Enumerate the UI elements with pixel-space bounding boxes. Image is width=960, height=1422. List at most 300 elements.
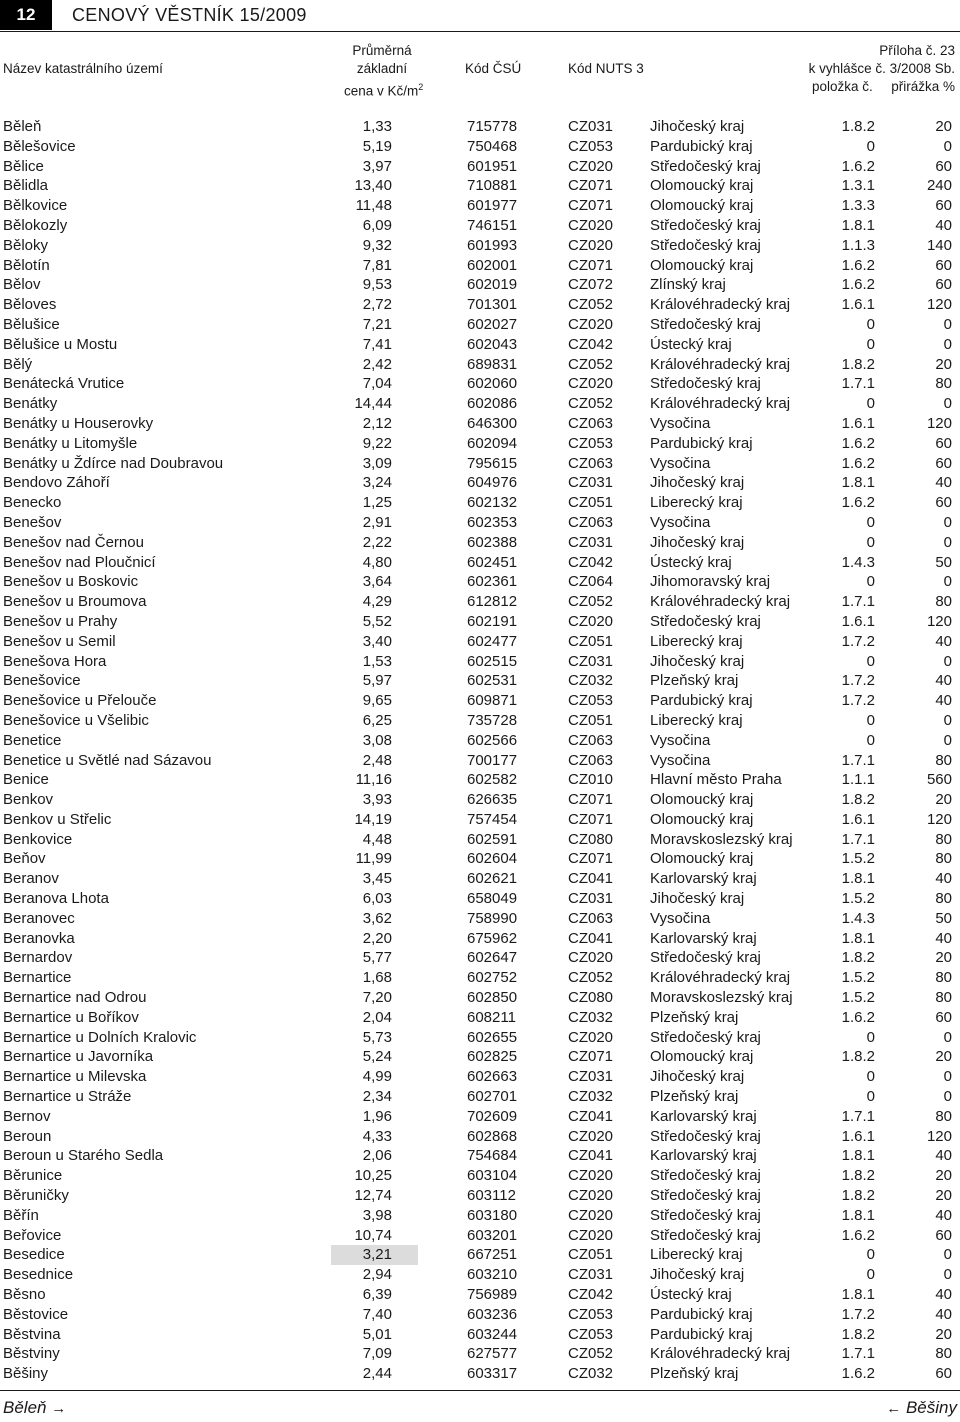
cell-csu-code: 675962 xyxy=(467,929,518,947)
cell-csu-code: 603317 xyxy=(467,1365,518,1383)
cell-name: Bernov xyxy=(3,1107,51,1125)
cell-surcharge: 80 xyxy=(935,989,952,1007)
cell-price: 11,99 xyxy=(355,850,392,868)
cell-region: Olomoucký kraj xyxy=(650,1048,754,1066)
header-nuts: Kód NUTS 3 xyxy=(568,61,644,76)
cell-item-number: 1.8.1 xyxy=(841,1286,875,1304)
cell-surcharge: 40 xyxy=(935,1147,952,1165)
cell-csu-code: 602531 xyxy=(467,672,518,690)
cell-nuts-code: CZ051 xyxy=(568,494,614,512)
cell-name: Benecko xyxy=(3,494,62,512)
cell-price: 1,33 xyxy=(362,118,392,135)
table-row xyxy=(0,1186,960,1206)
cell-item-number: 1.8.2 xyxy=(841,355,875,373)
cell-nuts-code: CZ051 xyxy=(568,1246,614,1264)
cell-name: Benetice xyxy=(3,731,62,749)
cell-name: Běstovice xyxy=(3,1305,69,1323)
cell-region: Jihočeský kraj xyxy=(650,533,745,551)
cell-nuts-code: CZ051 xyxy=(568,711,614,729)
cell-name: Bělešovice xyxy=(3,137,76,155)
table-row xyxy=(0,117,960,137)
table-row xyxy=(0,869,960,889)
cell-region: Karlovarský kraj xyxy=(650,870,757,888)
cell-surcharge: 240 xyxy=(926,177,952,195)
cell-name: Benátky xyxy=(3,395,58,413)
cell-surcharge: 20 xyxy=(935,1187,952,1205)
table-row xyxy=(0,632,960,652)
cell-name: Benátecká Vrutice xyxy=(3,375,125,393)
cell-price: 6,39 xyxy=(362,1286,392,1304)
cell-surcharge: 0 xyxy=(943,1266,952,1284)
cell-item-number: 1.6.2 xyxy=(841,256,875,274)
cell-region: Královéhradecký kraj xyxy=(650,355,791,373)
cell-item-number: 1.6.2 xyxy=(841,494,875,512)
table-row xyxy=(0,513,960,533)
cell-price: 11,16 xyxy=(355,771,392,789)
cell-region: Karlovarský kraj xyxy=(650,929,757,947)
cell-csu-code: 658049 xyxy=(467,890,518,908)
table-row xyxy=(0,1206,960,1226)
cell-region: Pardubický kraj xyxy=(650,137,753,155)
cell-item-number: 0 xyxy=(866,1068,875,1086)
cell-nuts-code: CZ020 xyxy=(568,1187,614,1205)
cell-item-number: 1.8.1 xyxy=(841,474,875,492)
table-row xyxy=(0,889,960,909)
cell-csu-code: 602388 xyxy=(467,533,518,551)
table-header xyxy=(0,42,960,102)
table-row xyxy=(0,612,960,632)
cell-region: Pardubický kraj xyxy=(650,692,753,710)
cell-region: Středočeský kraj xyxy=(650,1206,761,1224)
cell-price: 4,48 xyxy=(362,830,392,848)
cell-item-number: 1.8.1 xyxy=(841,1147,875,1165)
cell-surcharge: 60 xyxy=(935,276,952,294)
cell-surcharge: 80 xyxy=(935,830,952,848)
cell-surcharge: 20 xyxy=(935,1167,952,1185)
table-row xyxy=(0,830,960,850)
page-number: 12 xyxy=(0,0,52,30)
cell-item-number: 1.6.2 xyxy=(841,1226,875,1244)
cell-price: 2,06 xyxy=(362,1147,392,1165)
cell-name: Benešovice u Přelouče xyxy=(3,692,157,710)
cell-nuts-code: CZ063 xyxy=(568,751,614,769)
cell-surcharge: 0 xyxy=(943,1246,952,1264)
cell-name: Bernartice u Dolních Kralovic xyxy=(3,1028,197,1046)
cell-name: Beňov xyxy=(3,850,46,868)
cell-csu-code: 702609 xyxy=(467,1107,518,1125)
table-row xyxy=(0,849,960,869)
cell-region: Liberecký kraj xyxy=(650,632,743,650)
cell-region: Liberecký kraj xyxy=(650,711,743,729)
cell-name: Bernardov xyxy=(3,949,73,967)
cell-name: Benice xyxy=(3,771,49,789)
cell-surcharge: 0 xyxy=(943,1088,952,1106)
cell-csu-code: 602647 xyxy=(467,949,518,967)
cell-name: Benetice u Světlé nad Sázavou xyxy=(3,751,212,769)
table-row xyxy=(0,1087,960,1107)
arrow-left-icon: ← xyxy=(886,1400,902,1417)
cell-item-number: 1.6.2 xyxy=(841,454,875,472)
cell-csu-code: 627577 xyxy=(467,1345,518,1363)
cell-csu-code: 601977 xyxy=(467,197,518,215)
cell-price: 10,74 xyxy=(354,1226,392,1244)
cell-csu-code: 612812 xyxy=(467,593,518,611)
table-row xyxy=(0,572,960,592)
cell-name: Bělice xyxy=(3,157,44,175)
cell-surcharge: 40 xyxy=(935,1286,952,1304)
table-row xyxy=(0,909,960,929)
cell-name: Beroun xyxy=(3,1127,52,1145)
cell-region: Královéhradecký kraj xyxy=(650,1345,791,1363)
cell-item-number: 0 xyxy=(866,335,875,353)
cell-region: Plzeňský kraj xyxy=(650,1088,739,1106)
cell-nuts-code: CZ041 xyxy=(568,870,614,888)
cell-name: Běstvina xyxy=(3,1325,61,1343)
cell-item-number: 1.7.2 xyxy=(841,632,875,650)
cell-surcharge: 20 xyxy=(935,791,952,809)
cell-surcharge: 20 xyxy=(935,1325,952,1343)
table-row xyxy=(0,374,960,394)
table-row xyxy=(0,493,960,513)
cell-csu-code: 602566 xyxy=(467,731,518,749)
cell-item-number: 0 xyxy=(866,533,875,551)
cell-name: Běšiny xyxy=(3,1365,49,1383)
cell-price: 6,03 xyxy=(362,890,392,908)
cell-nuts-code: CZ052 xyxy=(568,355,614,373)
cell-region: Pardubický kraj xyxy=(650,1305,753,1323)
cell-region: Karlovarský kraj xyxy=(650,1147,757,1165)
cell-surcharge: 0 xyxy=(943,315,952,333)
cell-surcharge: 80 xyxy=(935,1345,952,1363)
cell-nuts-code: CZ063 xyxy=(568,909,614,927)
cell-csu-code: 602361 xyxy=(467,573,518,591)
cell-surcharge: 60 xyxy=(935,256,952,274)
table-row xyxy=(0,671,960,691)
cell-csu-code: 756989 xyxy=(467,1286,518,1304)
cell-csu-code: 603210 xyxy=(467,1266,518,1284)
cell-surcharge: 40 xyxy=(935,632,952,650)
cell-price: 6,09 xyxy=(362,216,392,234)
header-appendix xyxy=(809,42,955,78)
cell-name: Benátky u Ždírce nad Doubravou xyxy=(3,454,224,472)
cell-name: Bendovo Záhoří xyxy=(3,474,110,492)
cell-region: Středočeský kraj xyxy=(650,375,761,393)
cell-price: 11,48 xyxy=(355,197,392,215)
cell-csu-code: 602019 xyxy=(467,276,518,294)
cell-name: Běloky xyxy=(3,236,49,254)
table-row xyxy=(0,968,960,988)
cell-name: Bernartice xyxy=(3,969,72,987)
cell-surcharge: 20 xyxy=(935,1048,952,1066)
footer-last-label: Běšiny xyxy=(905,1398,957,1417)
table-row xyxy=(0,275,960,295)
table-row xyxy=(0,216,960,236)
cell-item-number: 0 xyxy=(866,731,875,749)
table-row xyxy=(0,196,960,216)
cell-price: 7,04 xyxy=(362,375,392,393)
cell-item-number: 1.7.2 xyxy=(841,692,875,710)
cell-price: 9,53 xyxy=(362,276,392,294)
cell-price: 1,68 xyxy=(362,969,392,987)
cell-price: 3,40 xyxy=(362,632,392,650)
cell-nuts-code: CZ071 xyxy=(568,1048,614,1066)
footer-last-entry xyxy=(886,1398,957,1418)
cell-nuts-code: CZ020 xyxy=(568,1028,614,1046)
table-row xyxy=(0,1008,960,1028)
cell-surcharge: 0 xyxy=(943,1068,952,1086)
journal-title: CENOVÝ VĚSTNÍK 15/2009 xyxy=(72,5,307,25)
cell-item-number: 1.8.2 xyxy=(841,1325,875,1343)
cell-region: Plzeňský kraj xyxy=(650,1008,739,1026)
cell-csu-code: 603236 xyxy=(467,1305,518,1323)
cell-surcharge: 60 xyxy=(935,434,952,452)
header-price-sup: 2 xyxy=(418,82,424,92)
cell-surcharge: 120 xyxy=(926,612,952,630)
cell-name: Bělkovice xyxy=(3,197,68,215)
cell-item-number: 1.6.2 xyxy=(841,1365,875,1383)
cell-csu-code: 603244 xyxy=(467,1325,518,1343)
cell-surcharge: 0 xyxy=(943,652,952,670)
cell-region: Středočeský kraj xyxy=(650,1028,761,1046)
cell-surcharge: 50 xyxy=(935,553,952,571)
cell-price: 3,45 xyxy=(362,870,392,888)
cell-csu-code: 602604 xyxy=(467,850,518,868)
cell-region: Ústecký kraj xyxy=(650,335,732,353)
cell-csu-code: 602132 xyxy=(467,494,518,512)
cell-nuts-code: CZ053 xyxy=(568,1305,614,1323)
cell-name: Běřín xyxy=(3,1206,39,1224)
cell-nuts-code: CZ010 xyxy=(568,771,614,789)
cell-item-number: 1.7.1 xyxy=(841,375,875,393)
cell-item-number: 0 xyxy=(866,315,875,333)
cell-name: Bernartice u Boříkov xyxy=(3,1008,139,1026)
cell-price: 5,19 xyxy=(362,137,392,155)
cell-region: Plzeňský kraj xyxy=(650,1365,739,1383)
cell-region: Vysočina xyxy=(650,909,711,927)
cell-item-number: 1.5.2 xyxy=(841,890,875,908)
table-row xyxy=(0,691,960,711)
cell-price: 2,48 xyxy=(362,751,392,769)
cell-name: Běloves xyxy=(3,296,57,314)
table-row xyxy=(0,948,960,968)
cell-nuts-code: CZ031 xyxy=(568,533,614,551)
cell-nuts-code: CZ020 xyxy=(568,216,614,234)
cell-region: Královéhradecký kraj xyxy=(650,296,791,314)
cell-surcharge: 120 xyxy=(926,810,952,828)
table-row xyxy=(0,335,960,355)
cell-region: Středočeský kraj xyxy=(650,1187,761,1205)
cell-item-number: 0 xyxy=(866,573,875,591)
cell-item-number: 0 xyxy=(866,513,875,531)
cell-region: Královéhradecký kraj xyxy=(650,395,791,413)
table-row xyxy=(0,315,960,335)
cell-nuts-code: CZ042 xyxy=(568,335,614,353)
cell-price: 2,12 xyxy=(362,414,392,432)
cell-surcharge: 60 xyxy=(935,197,952,215)
cell-region: Plzeňský kraj xyxy=(650,672,739,690)
table-row xyxy=(0,592,960,612)
cell-nuts-code: CZ071 xyxy=(568,850,614,868)
cell-item-number: 0 xyxy=(866,137,875,155)
cell-surcharge: 40 xyxy=(935,870,952,888)
cell-name: Běsno xyxy=(3,1286,46,1304)
cell-csu-code: 608211 xyxy=(467,1008,516,1026)
table-row xyxy=(0,256,960,276)
cell-region: Olomoucký kraj xyxy=(650,810,754,828)
cell-price: 14,19 xyxy=(354,810,392,828)
table-row xyxy=(0,454,960,474)
cell-csu-code: 602086 xyxy=(467,395,518,413)
cell-nuts-code: CZ031 xyxy=(568,890,614,908)
cell-csu-code: 795615 xyxy=(467,454,518,472)
cell-price: 9,32 xyxy=(362,236,392,254)
table-row xyxy=(0,157,960,177)
cell-price: 7,09 xyxy=(362,1345,392,1363)
cell-nuts-code: CZ020 xyxy=(568,375,614,393)
cell-name: Beranova Lhota xyxy=(3,890,109,908)
cell-csu-code: 603201 xyxy=(467,1226,518,1244)
cell-price: 12,74 xyxy=(354,1187,392,1205)
cell-item-number: 1.7.1 xyxy=(841,751,875,769)
cell-csu-code: 710881 xyxy=(467,177,518,195)
cell-region: Středočeský kraj xyxy=(650,157,761,175)
cell-surcharge: 60 xyxy=(935,1365,952,1383)
cell-nuts-code: CZ041 xyxy=(568,1147,614,1165)
cell-item-number: 1.8.2 xyxy=(841,1048,875,1066)
cell-csu-code: 602353 xyxy=(467,513,518,531)
cell-region: Olomoucký kraj xyxy=(650,256,754,274)
cell-csu-code: 735728 xyxy=(467,711,518,729)
header-price-line3 xyxy=(344,78,424,101)
cell-region: Vysočina xyxy=(650,731,711,749)
cell-price: 2,42 xyxy=(362,355,392,373)
cell-item-number: 0 xyxy=(866,711,875,729)
cell-price: 1,96 xyxy=(362,1107,392,1125)
cell-price: 3,24 xyxy=(362,474,392,492)
cell-nuts-code: CZ032 xyxy=(568,1088,614,1106)
header-appendix-line2: k vyhlášce č. 3/2008 Sb. xyxy=(808,61,955,76)
cell-surcharge: 20 xyxy=(935,118,952,135)
cell-csu-code: 602515 xyxy=(467,652,518,670)
cell-nuts-code: CZ032 xyxy=(568,1365,614,1383)
table-row xyxy=(0,137,960,157)
cell-region: Středočeský kraj xyxy=(650,315,761,333)
cell-nuts-code: CZ052 xyxy=(568,1345,614,1363)
footer-first-label: Běleň xyxy=(3,1398,47,1417)
cell-csu-code: 602060 xyxy=(467,375,518,393)
cell-surcharge: 60 xyxy=(935,1008,952,1026)
cell-price: 7,20 xyxy=(362,989,392,1007)
cell-csu-code: 603112 xyxy=(467,1187,516,1205)
table-row xyxy=(0,473,960,493)
cell-item-number: 1.8.2 xyxy=(841,791,875,809)
cell-name: Benešovice xyxy=(3,672,81,690)
footer-divider xyxy=(0,1390,960,1391)
cell-region: Středočeský kraj xyxy=(650,1127,761,1145)
header-price-unit: cena v Kč/m xyxy=(344,83,419,99)
cell-region: Královéhradecký kraj xyxy=(650,969,791,987)
cell-nuts-code: CZ031 xyxy=(568,474,614,492)
cell-item-number: 0 xyxy=(866,1266,875,1284)
cell-surcharge: 120 xyxy=(926,414,952,432)
table-body xyxy=(0,117,960,1384)
cell-item-number: 1.6.2 xyxy=(841,1008,875,1026)
table-row xyxy=(0,1127,960,1147)
cell-price: 13,40 xyxy=(354,177,392,195)
cell-name: Benešov nad Černou xyxy=(3,533,144,551)
cell-nuts-code: CZ020 xyxy=(568,1226,614,1244)
cell-name: Bělov xyxy=(3,276,41,294)
cell-name: Benešov xyxy=(3,513,62,531)
cell-region: Vysočina xyxy=(650,454,711,472)
cell-csu-code: 754684 xyxy=(467,1147,518,1165)
cell-nuts-code: CZ041 xyxy=(568,929,614,947)
table-row xyxy=(0,929,960,949)
cell-price: 5,01 xyxy=(362,1325,392,1343)
cell-price: 3,93 xyxy=(362,791,392,809)
cell-name: Benešov u Prahy xyxy=(3,612,118,630)
table-row xyxy=(0,1107,960,1127)
cell-csu-code: 626635 xyxy=(467,791,518,809)
cell-nuts-code: CZ072 xyxy=(568,276,614,294)
cell-item-number: 1.6.1 xyxy=(841,1127,875,1145)
cell-surcharge: 40 xyxy=(935,216,952,234)
cell-item-number: 0 xyxy=(866,1028,875,1046)
cell-price: 4,33 xyxy=(362,1127,392,1145)
cell-price: 9,22 xyxy=(362,434,392,452)
cell-nuts-code: CZ020 xyxy=(568,157,614,175)
cell-nuts-code: CZ064 xyxy=(568,573,614,591)
cell-csu-code: 758990 xyxy=(467,909,518,927)
table-row xyxy=(0,1305,960,1325)
cell-nuts-code: CZ071 xyxy=(568,197,614,215)
header-price-line2: základní xyxy=(356,61,408,76)
cell-region: Vysočina xyxy=(650,751,711,769)
cell-price: 7,40 xyxy=(362,1305,392,1323)
table-row xyxy=(0,1325,960,1345)
cell-csu-code: 602752 xyxy=(467,969,518,987)
cell-region: Olomoucký kraj xyxy=(650,197,754,215)
cell-surcharge: 0 xyxy=(943,335,952,353)
cell-price: 4,80 xyxy=(362,553,392,571)
cell-item-number: 1.7.2 xyxy=(841,672,875,690)
cell-item-number: 1.5.2 xyxy=(841,989,875,1007)
cell-csu-code: 750468 xyxy=(467,137,518,155)
cell-csu-code: 602655 xyxy=(467,1028,518,1046)
cell-surcharge: 20 xyxy=(935,355,952,373)
cell-csu-code: 602701 xyxy=(467,1088,518,1106)
header-csu: Kód ČSÚ xyxy=(465,61,522,76)
cell-price: 5,24 xyxy=(362,1048,392,1066)
table-row xyxy=(0,770,960,790)
cell-surcharge: 60 xyxy=(935,454,952,472)
cell-nuts-code: CZ053 xyxy=(568,1325,614,1343)
cell-region: Moravskoslezský kraj xyxy=(650,989,793,1007)
cell-csu-code: 603180 xyxy=(467,1206,518,1224)
cell-region: Hlavní město Praha xyxy=(650,771,782,789)
cell-csu-code: 602027 xyxy=(467,315,518,333)
cell-csu-code: 602451 xyxy=(467,553,518,571)
cell-surcharge: 80 xyxy=(935,1107,952,1125)
cell-price: 3,64 xyxy=(362,573,392,591)
cell-csu-code: 602001 xyxy=(467,256,518,274)
cell-surcharge: 40 xyxy=(935,672,952,690)
cell-price: 5,97 xyxy=(362,672,392,690)
cell-item-number: 1.7.1 xyxy=(841,593,875,611)
cell-nuts-code: CZ041 xyxy=(568,1107,614,1125)
table-row xyxy=(0,810,960,830)
cell-region: Olomoucký kraj xyxy=(650,850,754,868)
